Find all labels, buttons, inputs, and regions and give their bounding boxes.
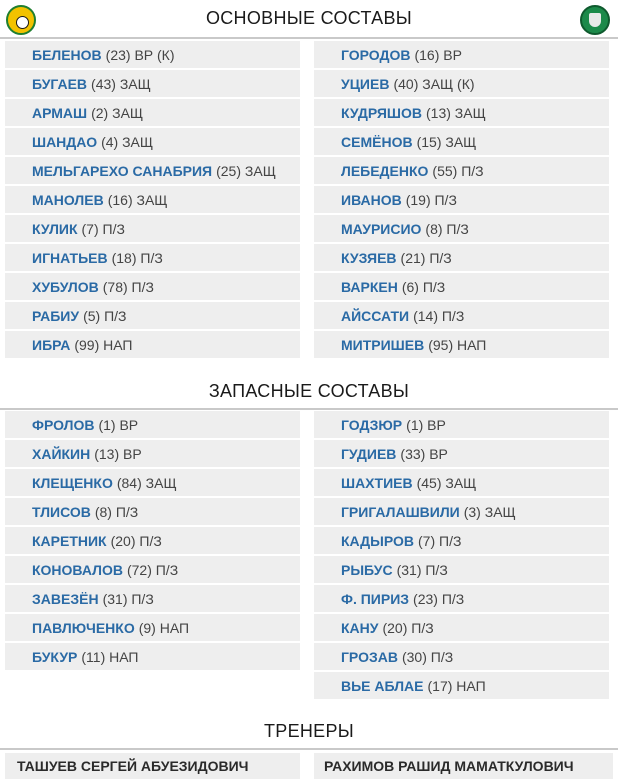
- player-name-link[interactable]: ТЛИСОВ: [32, 503, 91, 520]
- player-name-link[interactable]: ГРИГАЛАШВИЛИ: [341, 503, 460, 520]
- player-number-position: (5) П/З: [83, 307, 127, 324]
- player-row: [314, 440, 609, 467]
- section-title-substitutes: ЗАПАСНЫЕ СОСТАВЫ: [208, 381, 410, 401]
- player-number-position: (9) НАП: [138, 619, 190, 636]
- player-name-link[interactable]: КОНОВАЛОВ: [32, 561, 123, 578]
- player-name-link[interactable]: ИГНАТЬЕВ: [32, 249, 108, 266]
- player-name-link[interactable]: РЫБУС: [341, 561, 393, 578]
- player-name-link[interactable]: ЛЕБЕДЕНКО: [341, 162, 429, 179]
- player-name-link[interactable]: ГОДЗЮР: [341, 416, 403, 433]
- player-name-link[interactable]: УЦИЕВ: [341, 75, 390, 92]
- player-name-link[interactable]: ПАВЛЮЧЕНКО: [32, 619, 135, 636]
- player-name-link[interactable]: ШАХТИЕВ: [341, 474, 413, 491]
- player-row: [314, 215, 609, 242]
- player-number-position: (20) П/З: [382, 619, 434, 636]
- away-starting-list: [314, 41, 609, 360]
- player-row: [314, 614, 609, 641]
- player-name-link[interactable]: МИТРИШЕВ: [341, 336, 425, 353]
- player-name-link[interactable]: ФРОЛОВ: [32, 416, 95, 433]
- player-name-link[interactable]: КАРЕТНИК: [32, 532, 107, 549]
- player-row: [5, 302, 300, 329]
- player-number-position: (8) П/З: [425, 220, 469, 237]
- player-number-position: (14) П/З: [413, 307, 465, 324]
- player-number-position: (45) ЗАЩ: [416, 474, 477, 491]
- player-row: [314, 244, 609, 271]
- player-row: [314, 302, 609, 329]
- player-number-position: (15) ЗАЩ: [416, 133, 477, 150]
- player-row: [5, 527, 300, 554]
- player-row: [314, 41, 609, 68]
- player-number-position: (31) П/З: [102, 590, 154, 607]
- player-row: [5, 331, 300, 358]
- player-row: [314, 585, 609, 612]
- player-row: [5, 186, 300, 213]
- player-row: [5, 411, 300, 438]
- player-row: [314, 469, 609, 496]
- player-name-link[interactable]: АЙССАТИ: [341, 307, 410, 324]
- player-name-link[interactable]: КЛЕЩЕНКО: [32, 474, 113, 491]
- player-row: [5, 273, 300, 300]
- player-number-position: (16) ЗАЩ: [107, 191, 168, 208]
- player-number-position: (84) ЗАЩ: [116, 474, 177, 491]
- player-number-position: (30) П/З: [401, 648, 454, 665]
- player-name-link[interactable]: ВАРКЕН: [341, 278, 398, 295]
- divider: [0, 408, 618, 410]
- player-row: [5, 585, 300, 612]
- player-row: [5, 70, 300, 97]
- player-row: [314, 273, 609, 300]
- player-name-link[interactable]: ГОРОДОВ: [341, 46, 411, 63]
- player-number-position: (99) НАП: [74, 336, 133, 353]
- player-number-position: (55) П/З: [432, 162, 484, 179]
- player-number-position: (18) П/З: [111, 249, 163, 266]
- home-starting-list: [5, 41, 300, 360]
- player-number-position: (19) П/З: [405, 191, 457, 208]
- player-row: [5, 469, 300, 496]
- player-name-link[interactable]: КУЛИК: [32, 220, 78, 237]
- player-number-position: (43) ЗАЩ: [91, 75, 151, 92]
- player-number-position: (17) НАП: [427, 677, 486, 694]
- player-number-position: (4) ЗАЩ: [101, 133, 153, 150]
- player-name-link[interactable]: МАНОЛЕВ: [32, 191, 104, 208]
- player-number-position: (13) ЗАЩ: [426, 104, 486, 121]
- player-row: [314, 498, 609, 525]
- section-title-coaches: ТРЕНЕРЫ: [263, 721, 355, 741]
- player-number-position: (23) П/З: [413, 590, 465, 607]
- player-number-position: (31) П/З: [396, 561, 448, 578]
- player-number-position: (20) П/З: [110, 532, 162, 549]
- player-row: [5, 556, 300, 583]
- player-name-link[interactable]: БУГАЕВ: [32, 75, 88, 92]
- player-name-link[interactable]: МЕЛЬГАРЕХО САНАБРИЯ: [32, 162, 213, 179]
- player-row: [5, 41, 300, 68]
- player-row: [314, 527, 609, 554]
- player-number-position: (21) П/З: [400, 249, 452, 266]
- player-row: [314, 186, 609, 213]
- player-number-position: (95) НАП: [428, 336, 487, 353]
- player-number-position: (1) ВР: [406, 416, 446, 433]
- player-row: [5, 128, 300, 155]
- player-name-link[interactable]: ВЬЕ АБЛАЕ: [341, 677, 424, 694]
- player-number-position: (1) ВР: [98, 416, 139, 433]
- player-name-link[interactable]: КУЗЯЕВ: [341, 249, 397, 266]
- player-row: [5, 157, 300, 184]
- player-name-link[interactable]: КУДРЯШОВ: [341, 104, 422, 121]
- player-name-link[interactable]: ИБРА: [32, 336, 71, 353]
- player-row: [314, 556, 609, 583]
- player-number-position: (6) П/З: [401, 278, 446, 295]
- player-name-link[interactable]: КАНУ: [341, 619, 379, 636]
- player-number-position: (33) ВР: [400, 445, 448, 462]
- home-coach[interactable]: ТАШУЕВ СЕРГЕЙ АБУЕЗИДОВИЧ: [5, 753, 300, 779]
- player-row: [314, 99, 609, 126]
- section-title-starting: ОСНОВНЫЕ СОСТАВЫ: [205, 8, 413, 28]
- player-number-position: (23) ВР (К): [105, 46, 175, 63]
- player-row: [5, 643, 300, 670]
- player-row: [314, 331, 609, 358]
- player-name-link[interactable]: МАУРИСИО: [341, 220, 422, 237]
- player-number-position: (13) ВР: [94, 445, 142, 462]
- player-name-link[interactable]: ГРОЗАВ: [341, 648, 398, 665]
- player-number-position: (16) ВР: [414, 46, 462, 63]
- divider: [0, 748, 618, 750]
- player-name-link[interactable]: АРМАШ: [32, 104, 88, 121]
- player-number-position: (8) П/З: [94, 503, 139, 520]
- player-row: [5, 440, 300, 467]
- player-number-position: (72) П/З: [126, 561, 179, 578]
- player-number-position: (11) НАП: [81, 648, 139, 665]
- player-name-link[interactable]: ХУБУЛОВ: [32, 278, 99, 295]
- player-row: [314, 411, 609, 438]
- player-row: [314, 672, 609, 699]
- player-number-position: (7) П/З: [418, 532, 462, 549]
- player-name-link[interactable]: БЕЛЕНОВ: [32, 46, 102, 63]
- away-subs-list: [314, 411, 609, 701]
- player-name-link[interactable]: БУКУР: [32, 648, 78, 665]
- player-name-link[interactable]: ГУДИЕВ: [341, 445, 397, 462]
- player-number-position: (2) ЗАЩ: [91, 104, 144, 121]
- player-number-position: (3) ЗАЩ: [463, 503, 516, 520]
- player-number-position: (78) П/З: [102, 278, 154, 295]
- player-number-position: (40) ЗАЩ (К): [393, 75, 475, 92]
- player-row: [314, 70, 609, 97]
- player-number-position: (25) ЗАЩ: [216, 162, 276, 179]
- player-row: [5, 244, 300, 271]
- player-name-link[interactable]: ЗАВЕЗЁН: [32, 590, 99, 607]
- player-name-link[interactable]: ШАНДАО: [32, 133, 98, 150]
- player-name-link[interactable]: ИВАНОВ: [341, 191, 402, 208]
- player-row: [314, 128, 609, 155]
- player-name-link[interactable]: КАДЫРОВ: [341, 532, 415, 549]
- player-name-link[interactable]: РАБИУ: [32, 307, 80, 324]
- player-row: [5, 99, 300, 126]
- player-row: [5, 498, 300, 525]
- player-number-position: (7) П/З: [81, 220, 125, 237]
- player-name-link[interactable]: Ф. ПИРИЗ: [341, 590, 410, 607]
- player-row: [314, 157, 609, 184]
- player-name-link[interactable]: ХАЙКИН: [32, 445, 91, 462]
- divider: [0, 37, 618, 39]
- player-row: [5, 614, 300, 641]
- away-coach[interactable]: РАХИМОВ РАШИД МАМАТКУЛОВИЧ: [314, 753, 613, 779]
- player-row: [5, 215, 300, 242]
- home-subs-list: [5, 411, 300, 672]
- player-name-link[interactable]: СЕМЁНОВ: [341, 133, 413, 150]
- player-row: [314, 643, 609, 670]
